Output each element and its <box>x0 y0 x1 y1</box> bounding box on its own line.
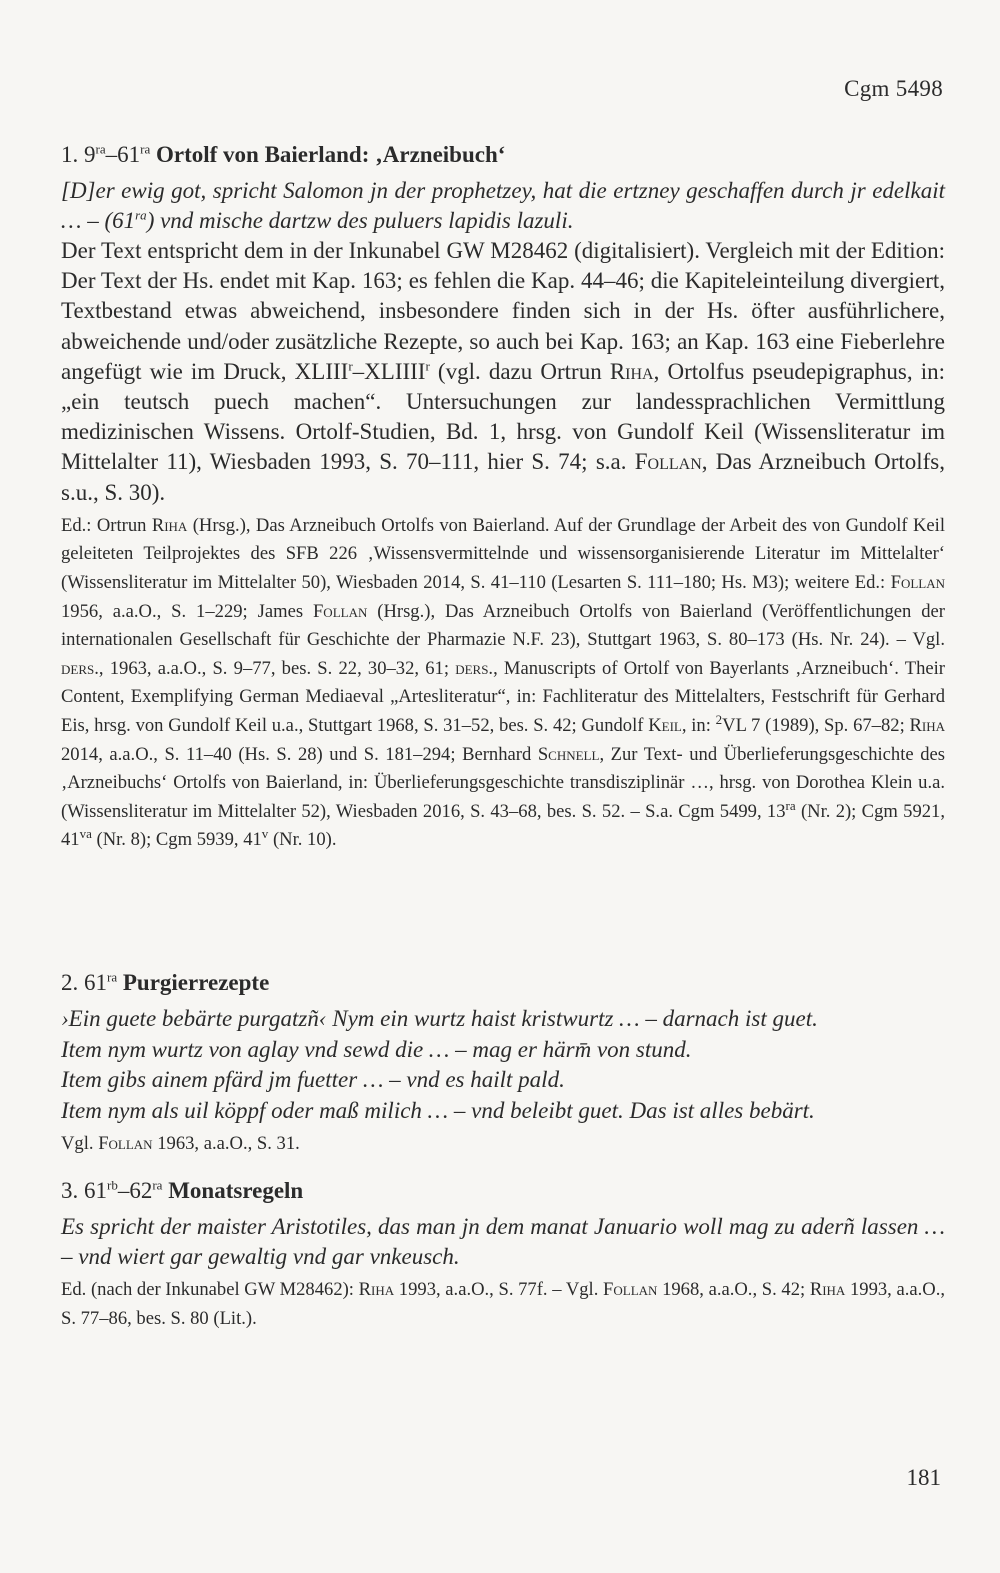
entry-heading <box>61 140 945 170</box>
folio-from: 9 <box>84 142 96 167</box>
running-header-shelfmark: Cgm 5498 <box>844 76 943 101</box>
entry-title: Ortolf von Baierland: ‚Arzneibuch‘ <box>155 142 506 167</box>
incipit-text: Es spricht der maister Aristotiles, das man jn dem manat Januario woll mag zu aderñ lassen … – vnd wiert gar gewaltig vnd gar vnkeusch. <box>61 1214 945 1269</box>
recipe-line: Item nym als uil köppf oder maß milich … – vnd beleibt guet. Das ist alles bebärt. <box>61 1097 815 1123</box>
literature-references: Vgl. Follan 1963, a.a.O., S. 31. <box>61 1133 300 1154</box>
folio-from: 61 <box>84 970 107 995</box>
catalog-entry-2 <box>61 968 945 1159</box>
literature-references: Ed. (nach der Inkunabel GW M28462): Riha 1993, a.a.O., S. 77f. – Vgl. Follan 1968, a.a.O., S. 42; Riha 1993, a.a.O., S. 77–86, bes. S. 80 (Lit.). <box>61 1279 946 1329</box>
folio-to: 61 <box>117 142 141 167</box>
catalog-entry-1 <box>61 140 945 855</box>
entry-heading <box>61 1176 945 1206</box>
folio-from: 61 <box>84 1178 107 1203</box>
catalog-entry-3 <box>61 1176 945 1333</box>
folio-from-column: ra <box>107 969 118 985</box>
recipe-line: Item gibs ainem pfärd jm fuetter … – vnd es hailt pald. <box>61 1067 565 1092</box>
page-number: 181 <box>906 1465 941 1490</box>
entry-number: 3. <box>61 1178 79 1203</box>
folio-to: 62 <box>129 1178 153 1203</box>
entry-title: Purgierrezepte <box>122 970 270 995</box>
recipe-line: ›Ein guete bebärte purgatzñ‹ Nym ein wurtz haist kristwurtz … – darnach ist guet. <box>61 1006 818 1031</box>
entry-number: 1. <box>61 142 79 167</box>
folio-from-column: rb <box>107 1177 118 1193</box>
folio-separator: – <box>105 142 118 167</box>
entry-description: Der Text entspricht dem in der Inkunabel GW M28462 (digitalisiert). Vergleich mit der Edition: Der Text der Hs. endet mit Kap. 163; es fehlen die Kap. 44–46; die Kapiteleinteilung divergiert, Textbestand etwas abweichend, insbesondere finden sich in der Hs. öfter ausführlichere, abweichende und/oder zusätzliche Rezepte, so auch bei Kap. 163; an Kap. 163 eine Fieberlehre angefügt wie im Druck, XLIII$^r$–XLIIII$^r$ (vgl. dazu Ortrun Riha, Ortolfus pseudepigraphus, in: „ein teutsch puech machen“. Untersuchungen zur landessprachlichen Vermittlung medizinischen Wissens. Ortolf-Studien, Bd. 1, hrsg. von Gundolf Keil (Wissensliteratur im Mittelalter 11), Wiesbaden 1993, S. 70–111, hier S. 74; s.a. Follan, Das Arzneibuch Ortolfs, s.u., S. 30). <box>61 238 945 505</box>
entry-heading <box>61 968 945 998</box>
recipe-line: Item nym wurtz von aglay vnd sewd die … – mag er härm̄ von stund. <box>61 1036 692 1062</box>
incipit-text: [D]er ewig got, spricht Salomon jn der prophetzey, hat die ertzney geschaffen durch jr edelkait … – $(61^{ra})$ vnd mische dartzw des puluers lapidis lazuli. <box>61 178 945 233</box>
folio-to-column: ra <box>152 1177 163 1193</box>
entry-title: Monatsregeln <box>168 1178 304 1203</box>
folio-to-column: ra <box>140 141 151 157</box>
entry-number: 2. <box>61 970 79 995</box>
literature-references: Ed.: Ortrun Riha (Hrsg.), Das Arzneibuch Ortolfs von Baierland. Auf der Grundlage der Arbeit des von Gundolf Keil geleiteten Teilprojektes des SFB 226 ‚Wissensvermittelnde und wissensorganisierende Literatur im Mittelalter‘ (Wissensliteratur im Mittelalter 50), Wiesbaden 2014, S. 41–110 (Lesarten S. 111–180; Hs. M3); weitere Ed.: Follan 1956, a.a.O., S. 1–229; James Follan (Hrsg.), Das Arzneibuch Ortolfs von Baierland (Veröffentlichungen der internationalen Gesellschaft für Geschichte der Pharmazie N.F. 23), Stuttgart 1963, S. 80–173 (Hs. Nr. 24). – Vgl. ders., 1963, a.a.O., S. 9–77, bes. S. 22, 30–32, 61; ders., Manuscripts of Ortolf von Bayerlants ‚Arzneibuch‘. Their Content, Exemplifying German Mediaeval „Artesliteratur“, in: Fachliteratur des Mittelalters, Festschrift für Gerhard Eis, hrsg. von Gundolf Keil u.a., Stuttgart 1968, S. 31–52, bes. S. 42; Gundolf Keil, in: $^2$VL 7 (1989), Sp. 67–82; Riha 2014, a.a.O., S. 11–40 (Hs. S. 28) und S. 181–294; Bernhard Schnell, Zur Text- und Überlieferungsgeschichte des ‚Arzneibuchs‘ Ortolfs von Baierland, in: Überlieferungsgeschichte transdisziplinär …, hrsg. von Dorothea Klein u.a. (Wissensliteratur im Mittelalter 52), Wiesbaden 2016, S. 43–68, bes. S. 52. – S.a. Cgm 5499, $13^{ra}$ (Nr. 2); Cgm 5921, $41^{va}$ (Nr. 8); Cgm 5939, 41$^v$ (Nr. 10). <box>61 514 946 851</box>
folio-separator: – <box>117 1178 130 1203</box>
folio-from-column: ra <box>95 141 106 157</box>
